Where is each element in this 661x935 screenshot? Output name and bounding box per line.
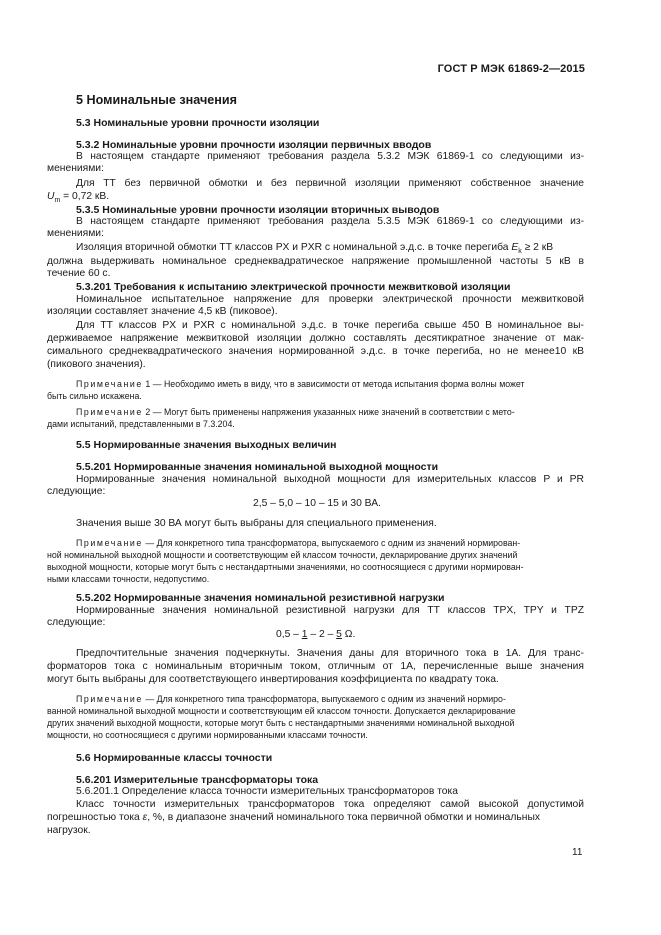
text-line: менениями: xyxy=(47,163,104,174)
text-line: Для ТТ классов PX и PXR с номинальной э.д.с. в точке перегиба свыше 450 В номинальное вы- xyxy=(76,320,584,331)
note-label: Примечание xyxy=(76,538,143,548)
preferred-value: 1 xyxy=(301,629,308,640)
note-line xyxy=(76,378,525,390)
note-text: — Для конкретного типа трансформатора, выпускаемого с одним из значений нормирован- xyxy=(145,538,521,548)
symbol-e: E xyxy=(511,242,519,253)
note-label: Примечание xyxy=(76,407,143,417)
text-line: Класс точности измерительных трансформаторов тока определяют самой высокой допустимой xyxy=(76,799,584,810)
note-line xyxy=(76,537,520,549)
value-part: – 2 – xyxy=(310,629,334,640)
text-line: держиваемое напряжение межвитковой изоляции должно составлять десятикратное значение от мак- xyxy=(47,333,584,344)
note-line: мощности, но соотносящиеся с другими нормированными классами точности. xyxy=(47,730,368,740)
page-number: 11 xyxy=(572,847,583,858)
subsection-heading: 5.5 Нормированные значения выходных величин xyxy=(76,439,337,451)
text-line: (пикового значения). xyxy=(47,359,146,370)
value-list xyxy=(276,629,355,641)
value-part: Ω. xyxy=(344,629,356,640)
text-line: Нормированные значения номинальной резистивной нагрузки для ТТ классов TPX, TPY и TPZ xyxy=(76,605,584,616)
clause-heading: 5.5.201 Нормированные значения номинальной выходной мощности xyxy=(76,461,439,473)
note-text: — Для конкретного типа трансформатора, выпускаемого с одним из значений нормиро- xyxy=(145,694,506,704)
clause-heading: 5.5.202 Нормированные значения номинальной резистивной нагрузки xyxy=(76,592,445,604)
note-line: других значений выходной мощности, которые могут быть с нестандартными значениями номинальной выходной xyxy=(47,718,515,728)
text-line: Нормированные значения номинальной выходной мощности для измерительных классов P и PR xyxy=(76,474,584,485)
subsection-heading: 5.6 Нормированные классы точности xyxy=(76,752,273,764)
text-line: Для ТТ без первичной обмотки и без первичной изоляции применяют собственное значение xyxy=(76,178,584,189)
note-line: ванной номинальной выходной мощности и соответствующим ей классом точности. Допускается декларирование xyxy=(47,706,516,716)
note-label: Примечание xyxy=(76,379,143,389)
clause-heading: 5.3.2 Номинальные уровни прочности изоляции первичных вводов xyxy=(76,139,432,151)
symbol-epsilon: ε xyxy=(142,812,148,823)
text-line: 5.6.201.1 Определение класса точности измерительных трансформаторов тока xyxy=(76,786,458,797)
note-text: 2 — Могут быть применены напряжения указанных ниже значений в соответствии с мето- xyxy=(145,407,515,417)
note-label: Примечание xyxy=(76,694,143,704)
clause-heading: 5.6.201 Измерительные трансформаторы тока xyxy=(76,774,319,786)
subscript-k: k xyxy=(518,248,522,256)
text-line: нагрузок. xyxy=(47,825,91,836)
text-line: В настоящем стандарте применяют требования раздела 5.3.5 МЭК 61869-1 со следующими из- xyxy=(76,216,584,227)
note-line: ной номинальной выходной мощности и соответствующим ей классом точности, декларирование других значений xyxy=(47,550,518,560)
standard-header: ГОСТ Р МЭК 61869-2—2015 xyxy=(437,63,585,75)
note-line xyxy=(76,693,506,705)
note-line xyxy=(76,406,515,418)
note-line: быть сильно искажена. xyxy=(47,391,142,401)
text-line: течение 60 с. xyxy=(47,268,111,279)
value-text: = 0,72 кВ. xyxy=(63,191,110,202)
text-line: следующие: xyxy=(47,486,106,497)
note-line: выходной мощности, которые могут быть с нестандартными значениями, но соотносящиеся с другими нормирован- xyxy=(47,562,524,572)
text-line: менениями: xyxy=(47,228,104,239)
text-span: Изоляция вторичной обмотки ТТ классов PX и PXR с номинальной э.д.с. в точке перегиба xyxy=(76,242,509,253)
preferred-value: 5 xyxy=(336,629,342,640)
text-line: форматоров тока с номинальным вторичным током, отличным от 1А, перечисленные выше значения xyxy=(47,661,584,672)
value-list: 2,5 – 5,0 – 10 – 15 и 30 ВА. xyxy=(253,498,381,509)
text-line: могут быть выбраны для соответствующего инвертирования коэффициента по квадрату тока. xyxy=(47,674,499,685)
clause-heading: 5.3.201 Требования к испытанию электрической прочности межвитковой изоляции xyxy=(76,281,511,293)
note-text: 1 — Необходимо иметь в виду, что в зависимости от метода испытания форма волны может xyxy=(145,379,525,389)
text-span: погрешностью тока xyxy=(47,812,140,823)
text-line: изоляции составляет значение 4,5 кВ (пиковое). xyxy=(47,306,278,317)
subsection-heading: 5.3 Номинальные уровни прочности изоляции xyxy=(76,117,320,129)
text-line: следующие: xyxy=(47,617,106,628)
note-line: ными классами точности, недопустимо. xyxy=(47,574,210,584)
section-heading: 5 Номинальные значения xyxy=(76,93,237,107)
clause-heading: 5.3.5 Номинальные уровни прочности изоляции вторичных выводов xyxy=(76,204,440,216)
text-line: симального среднеквадратического значения нормированной э.д.с. в точке перегиба, но не менее10 кВ xyxy=(47,346,584,357)
value-part: 0,5 – xyxy=(276,629,299,640)
subscript-m: m xyxy=(54,197,61,205)
text-line: Номинальное испытательное напряжение для проверки электрической прочности межвитковой xyxy=(76,294,584,305)
symbol-u: U xyxy=(47,191,55,202)
text-line: должна выдерживать номинальное среднеквадратическое напряжение промышленной частоты 5 кВ в xyxy=(47,256,584,267)
text-span: , %, в диапазоне значений номинального тока первичной обмотки и номинальных xyxy=(147,812,540,823)
text-line: Значения выше 30 ВА могут быть выбраны для специального применения. xyxy=(76,518,437,529)
note-line: дами испытаний, представленными в 7.3.204. xyxy=(47,419,235,429)
value-text: ≥ 2 кВ xyxy=(524,242,554,253)
text-line: Предпочтительные значения подчеркнуты. Значения даны для вторичного тока в 1А. Для транс- xyxy=(76,648,584,659)
text-line: В настоящем стандарте применяют требования раздела 5.3.2 МЭК 61869-1 со следующими из- xyxy=(76,151,584,162)
text-line xyxy=(47,812,540,824)
